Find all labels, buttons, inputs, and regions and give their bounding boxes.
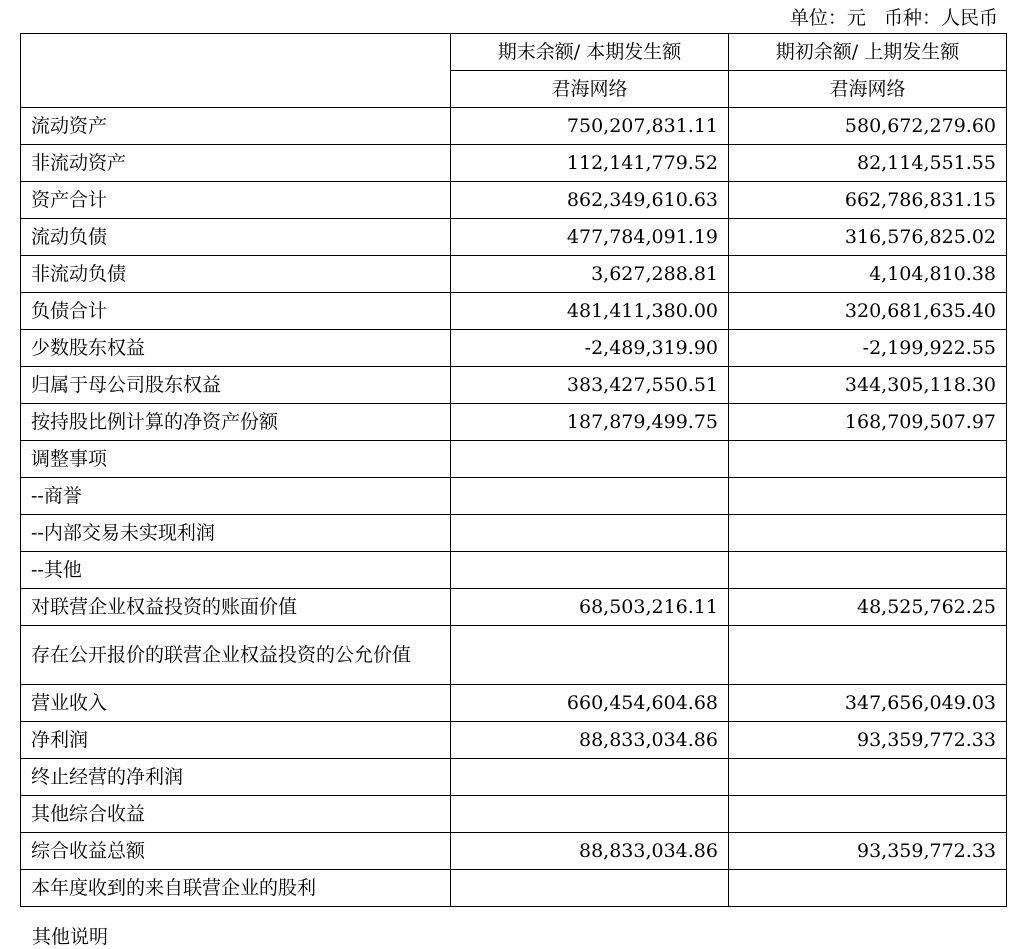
table-row <box>21 478 1007 515</box>
table-row <box>21 589 1007 626</box>
header-entity-current: 君海网络 <box>451 71 729 108</box>
row-prior-value: -2,199,922.55 <box>729 330 1007 367</box>
row-current-value <box>451 478 729 515</box>
table-row <box>21 870 1007 907</box>
table-row <box>21 293 1007 330</box>
row-label: 非流动负债 <box>21 256 451 293</box>
row-prior-value <box>729 759 1007 796</box>
table-row <box>21 367 1007 404</box>
header-prior-period: 期初余额/ 上期发生额 <box>729 34 1007 71</box>
row-prior-value: 93,359,772.33 <box>729 833 1007 870</box>
row-label: --内部交易未实现利润 <box>21 515 451 552</box>
table-row <box>21 404 1007 441</box>
row-prior-value: 93,359,772.33 <box>729 722 1007 759</box>
row-prior-value <box>729 478 1007 515</box>
row-prior-value: 347,656,049.03 <box>729 685 1007 722</box>
row-label: 流动负债 <box>21 219 451 256</box>
table-row <box>21 182 1007 219</box>
row-label: 营业收入 <box>21 685 451 722</box>
row-current-value <box>451 796 729 833</box>
row-current-value <box>451 870 729 907</box>
table-row <box>21 552 1007 589</box>
row-label: 非流动资产 <box>21 145 451 182</box>
row-prior-value <box>729 441 1007 478</box>
row-prior-value: 320,681,635.40 <box>729 293 1007 330</box>
row-current-value: 862,349,610.63 <box>451 182 729 219</box>
row-prior-value <box>729 870 1007 907</box>
row-current-value <box>451 552 729 589</box>
row-label: 少数股东权益 <box>21 330 451 367</box>
unit-currency-note: 单位：元 币种：人民币 <box>789 7 998 29</box>
row-prior-value <box>729 515 1007 552</box>
table-row <box>21 833 1007 870</box>
row-prior-value: 168,709,507.97 <box>729 404 1007 441</box>
row-label: 终止经营的净利润 <box>21 759 451 796</box>
row-current-value <box>451 626 729 685</box>
row-prior-value: 344,305,118.30 <box>729 367 1007 404</box>
row-label: 负债合计 <box>21 293 451 330</box>
row-current-value: -2,489,319.90 <box>451 330 729 367</box>
row-current-value: 477,784,091.19 <box>451 219 729 256</box>
row-prior-value <box>729 552 1007 589</box>
row-prior-value: 4,104,810.38 <box>729 256 1007 293</box>
table-row <box>21 515 1007 552</box>
table-row <box>21 219 1007 256</box>
row-prior-value <box>729 626 1007 685</box>
row-prior-value: 580,672,279.60 <box>729 108 1007 145</box>
row-label: 对联营企业权益投资的账面价值 <box>21 589 451 626</box>
row-label: --商誉 <box>21 478 451 515</box>
table-row <box>21 441 1007 478</box>
row-current-value: 68,503,216.11 <box>451 589 729 626</box>
row-current-value <box>451 441 729 478</box>
row-prior-value: 48,525,762.25 <box>729 589 1007 626</box>
row-label: 综合收益总额 <box>21 833 451 870</box>
row-label: 其他综合收益 <box>21 796 451 833</box>
row-current-value: 3,627,288.81 <box>451 256 729 293</box>
row-label: 调整事项 <box>21 441 451 478</box>
row-label: 资产合计 <box>21 182 451 219</box>
row-label: 本年度收到的来自联营企业的股利 <box>21 870 451 907</box>
table-row <box>21 108 1007 145</box>
row-current-value: 660,454,604.68 <box>451 685 729 722</box>
row-current-value: 187,879,499.75 <box>451 404 729 441</box>
table-row <box>21 145 1007 182</box>
row-prior-value: 316,576,825.02 <box>729 219 1007 256</box>
row-current-value: 112,141,779.52 <box>451 145 729 182</box>
header-current-period: 期末余额/ 本期发生额 <box>451 34 729 71</box>
row-prior-value <box>729 796 1007 833</box>
row-label: 流动资产 <box>21 108 451 145</box>
header-row-periods <box>21 34 1007 71</box>
table-row <box>21 759 1007 796</box>
row-current-value: 88,833,034.86 <box>451 722 729 759</box>
table-row <box>21 722 1007 759</box>
row-label: 按持股比例计算的净资产份额 <box>21 404 451 441</box>
table-row <box>21 626 1007 685</box>
row-label: 归属于母公司股东权益 <box>21 367 451 404</box>
row-prior-value: 662,786,831.15 <box>729 182 1007 219</box>
row-current-value: 481,411,380.00 <box>451 293 729 330</box>
row-current-value <box>451 515 729 552</box>
row-label: 存在公开报价的联营企业权益投资的公允价值 <box>21 626 451 685</box>
table-row <box>21 330 1007 367</box>
row-current-value: 88,833,034.86 <box>451 833 729 870</box>
row-current-value: 750,207,831.11 <box>451 108 729 145</box>
table-row <box>21 796 1007 833</box>
row-prior-value: 82,114,551.55 <box>729 145 1007 182</box>
table-row <box>21 256 1007 293</box>
header-entity-prior: 君海网络 <box>729 71 1007 108</box>
footer-note: 其他说明 <box>32 926 109 948</box>
row-current-value: 383,427,550.51 <box>451 367 729 404</box>
header-blank-cell <box>21 34 451 108</box>
row-current-value <box>451 759 729 796</box>
row-label: --其他 <box>21 552 451 589</box>
associate-financial-table <box>20 33 1007 907</box>
row-label: 净利润 <box>21 722 451 759</box>
table-row <box>21 685 1007 722</box>
